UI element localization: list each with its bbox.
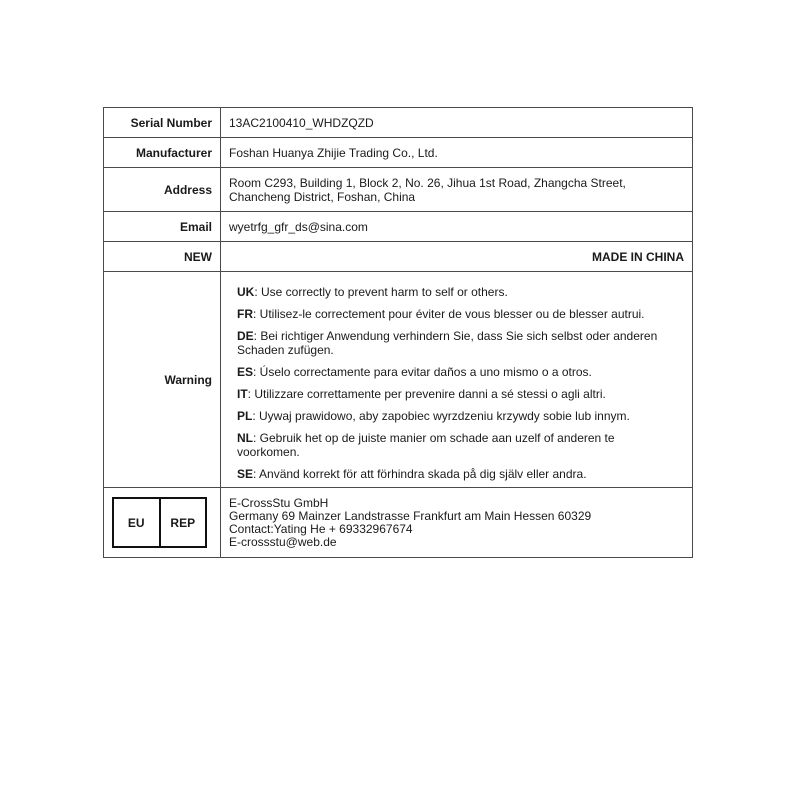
eu-badge-text: EU	[127, 515, 145, 530]
language-code: FR	[237, 307, 253, 321]
address-value	[221, 168, 693, 212]
serial-row	[104, 108, 693, 138]
warning-row	[104, 272, 693, 488]
warning-list-cell	[221, 272, 693, 488]
eu-rep-company: E-CrossStu GmbH	[229, 495, 329, 510]
address-label: Address	[104, 168, 221, 212]
language-code: IT	[237, 387, 248, 401]
language-code: NL	[237, 431, 253, 445]
language-code: ES	[237, 365, 254, 379]
warning-text: : Utilizzare correttamente per prevenire danni a sé stessi o agli altri.	[247, 387, 606, 401]
warning-text: : Gebruik het op de juiste manier om schade aan uzelf of anderen te voorkomen.	[237, 431, 615, 459]
eu-rep-badge-cell	[104, 488, 221, 558]
eu-rep-row	[104, 488, 693, 558]
manufacturer-row	[104, 138, 693, 168]
eu-rep-badge	[112, 497, 207, 548]
warning-text: : Utilisez-le correctement pour éviter de vous blesser ou de blesser autrui.	[253, 307, 645, 321]
language-code: DE	[237, 329, 254, 343]
warning-text: : Use correctly to prevent harm to self or others.	[254, 285, 508, 299]
warning-item	[237, 365, 676, 379]
warning-text: : Bei richtiger Anwendung verhindern Sie, dass Sie sich selbst oder anderen Schaden zufügen.	[237, 329, 658, 357]
language-code: SE	[237, 467, 254, 481]
warning-item	[237, 467, 676, 481]
language-code: PL	[237, 409, 253, 423]
eu-rep-email: E-crossstu@web.de	[229, 534, 337, 549]
warning-text: : Úselo correctamente para evitar daños a uno mismo o a otros.	[253, 365, 592, 379]
serial-label: Serial Number	[104, 108, 221, 138]
warning-item	[237, 431, 676, 459]
eu-rep-address: Germany 69 Mainzer Landstrasse Frankfurt am Main Hessen 60329	[229, 508, 592, 523]
new-label: NEW	[104, 242, 221, 272]
email-value: wyetrfg_gfr_ds@sina.com	[221, 212, 693, 242]
rep-badge-text: REP	[159, 499, 206, 546]
eu-rep-info	[221, 488, 693, 558]
language-code: UK	[237, 285, 255, 299]
email-label: Email	[104, 212, 221, 242]
email-row	[104, 212, 693, 242]
made-in-label: MADE IN CHINA	[221, 242, 693, 272]
condition-row	[104, 242, 693, 272]
warning-list	[229, 272, 684, 487]
manufacturer-value: Foshan Huanya Zhijie Trading Co., Ltd.	[221, 138, 693, 168]
manufacturer-label: Manufacturer	[104, 138, 221, 168]
address-row	[104, 168, 693, 212]
warning-item	[237, 285, 676, 299]
address-line-1: Room C293, Building 1, Block 2, No. 26, Jihua 1st Road, Zhangcha Street,	[229, 175, 626, 190]
product-label-table	[103, 107, 693, 558]
address-line-2: Chancheng District, Foshan, China	[229, 189, 416, 204]
warning-text: : Använd korrekt för att förhindra skada på dig själv eller andra.	[253, 467, 587, 481]
warning-label: Warning	[104, 272, 221, 488]
warning-text: : Uywaj prawidowo, aby zapobiec wyrzdzeniu krzywdy sobie lub innym.	[252, 409, 630, 423]
serial-value: 13AC2100410_WHDZQZD	[221, 108, 693, 138]
warning-item	[237, 329, 676, 357]
warning-item	[237, 409, 676, 423]
warning-item	[237, 387, 676, 401]
eu-rep-contact: Contact:Yating He + 69332967674	[229, 521, 413, 536]
warning-item	[237, 307, 676, 321]
